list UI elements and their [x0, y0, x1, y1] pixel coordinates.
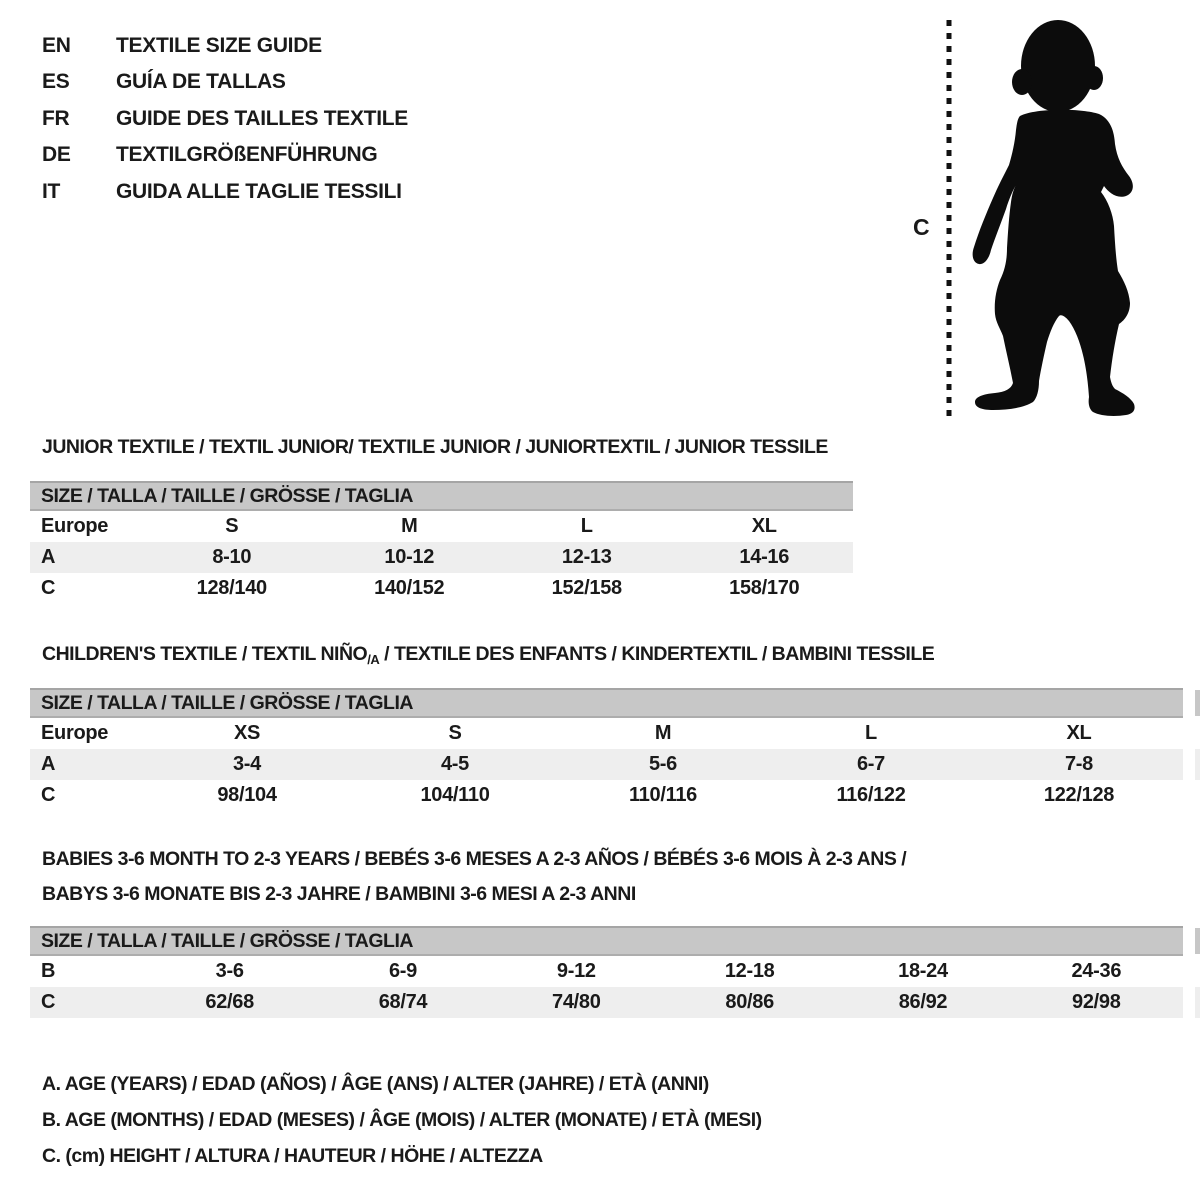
children-title-subscript: /A [367, 652, 380, 667]
language-code: FR [42, 106, 70, 130]
row-label: C [41, 784, 56, 806]
age-value: 3-4 [232, 753, 261, 775]
language-title: TEXTILE SIZE GUIDE [116, 34, 322, 57]
size-header-bar: SIZE / TALLA / TAILLE / GRÖSSE / TAGLIA [30, 688, 1183, 718]
height-value: 80/86 [725, 991, 774, 1013]
table-row-height [30, 573, 853, 604]
table-row-height [30, 780, 1183, 811]
months-value: 18-24 [898, 960, 948, 982]
size-value: S [448, 722, 462, 744]
height-value: 152/158 [551, 577, 622, 599]
table-row-months [30, 956, 1183, 987]
legend-footnotes [42, 1066, 762, 1174]
language-row-it [42, 174, 408, 210]
height-value: 158/170 [729, 577, 800, 599]
months-value: 12-18 [724, 960, 775, 982]
babies-size-table [30, 926, 1183, 1018]
footnote-age-years: A. AGE (YEARS) / EDAD (AÑOS) / ÂGE (ANS) / ALTER (JAHRE) / ETÀ (ANNI) [42, 1073, 709, 1095]
children-title-suffix: / TEXTILE DES ENFANTS / KINDERTEXTIL / BAMBINI TESSILE [379, 643, 935, 665]
months-value: 6-9 [388, 960, 417, 982]
height-value: 140/152 [374, 577, 445, 599]
table-row-europe [30, 511, 853, 542]
months-value: 9-12 [556, 960, 596, 982]
age-value: 5-6 [648, 753, 677, 775]
language-code: IT [42, 179, 61, 203]
language-title: GUÍA DE TALLAS [116, 70, 286, 94]
height-value: 122/128 [1043, 784, 1115, 806]
row-label: Europe [41, 722, 109, 744]
row-label: Europe [41, 515, 109, 537]
language-code: EN [42, 34, 71, 57]
children-title-prefix: CHILDREN'S TEXTILE / TEXTIL NIÑO [42, 643, 368, 665]
babies-section-title [42, 842, 906, 912]
size-value: L [865, 722, 877, 744]
language-row-de [42, 137, 408, 173]
babies-title-line1: BABIES 3-6 MONTH TO 2-3 YEARS / BEBÉS 3-6 MESES A 2-3 AÑOS / BÉBÉS 3-6 MOIS À 2-3 ANS / [42, 848, 907, 870]
height-value: 104/110 [420, 784, 490, 806]
height-measure-label: C [913, 214, 930, 240]
age-value: 7-8 [1064, 753, 1093, 775]
row-label: C [41, 991, 56, 1013]
age-value: 12-13 [561, 546, 612, 568]
size-header-bar: SIZE / TALLA / TAILLE / GRÖSSE / TAGLIA [30, 926, 1183, 956]
toddler-silhouette-icon [963, 18, 1138, 418]
cutoff-cell-sliver [1195, 928, 1200, 954]
size-value: L [580, 515, 593, 537]
size-value: S [225, 515, 239, 537]
language-title: GUIDE DES TAILLES TEXTILE [116, 106, 408, 130]
age-value: 14-16 [739, 546, 790, 568]
size-value: XL [751, 515, 777, 537]
height-value: 92/98 [1072, 991, 1121, 1013]
table-row-europe [30, 718, 1183, 749]
language-row-fr [42, 101, 408, 137]
footnote-age-months: B. AGE (MONTHS) / EDAD (MESES) / ÂGE (MOIS) / ALTER (MONATE) / ETÀ (MESI) [42, 1109, 762, 1131]
months-value: 3-6 [215, 960, 244, 982]
language-code: DE [42, 143, 71, 167]
junior-section-title: JUNIOR TEXTILE / TEXTIL JUNIOR/ TEXTILE JUNIOR / JUNIORTEXTIL / JUNIOR TESSILE [42, 436, 828, 458]
height-value: 116/122 [836, 784, 906, 806]
children-size-table [30, 688, 1183, 811]
height-value: 62/68 [205, 991, 254, 1013]
size-value: XL [1066, 722, 1092, 744]
language-row-es [42, 64, 408, 100]
table-row-age [30, 542, 853, 573]
table-row-height [30, 987, 1183, 1018]
age-value: 4-5 [440, 753, 469, 775]
height-value: 86/92 [898, 991, 948, 1013]
language-code: ES [42, 70, 70, 94]
cutoff-cell-sliver [1195, 749, 1200, 780]
row-label: A [41, 546, 56, 568]
language-header [42, 28, 408, 210]
size-value: M [654, 722, 672, 744]
cutoff-cell-sliver [1195, 690, 1200, 716]
row-label: A [41, 753, 56, 775]
children-section-title [42, 643, 934, 666]
height-value: 98/104 [217, 784, 277, 806]
height-value: 128/140 [196, 577, 267, 599]
height-value: 68/74 [378, 991, 428, 1013]
row-label: B [41, 960, 56, 982]
babies-title-line2: BABYS 3-6 MONATE BIS 2-3 JAHRE / BAMBINI 3-6 MESI A 2-3 ANNI [42, 883, 636, 905]
height-value: 110/116 [629, 784, 697, 806]
height-value: 74/80 [552, 991, 601, 1013]
language-row-en [42, 28, 408, 64]
months-value: 24-36 [1071, 960, 1122, 982]
size-header-bar: SIZE / TALLA / TAILLE / GRÖSSE / TAGLIA [30, 481, 853, 511]
table-row-age [30, 749, 1183, 780]
footnote-height-cm: C. (cm) HEIGHT / ALTURA / HAUTEUR / HÖHE / ALTEZZA [42, 1145, 543, 1167]
size-value: XS [233, 722, 261, 744]
age-value: 6-7 [856, 753, 885, 775]
cutoff-cell-sliver [1195, 987, 1200, 1018]
language-title: TEXTILGRÖßENFÜHRUNG [116, 143, 378, 167]
junior-size-table [30, 481, 853, 604]
age-value: 10-12 [384, 546, 435, 568]
size-value: M [401, 515, 418, 537]
dashed-measure-line [946, 20, 952, 418]
language-title: GUIDA ALLE TAGLIE TESSILI [116, 179, 402, 203]
row-label: C [41, 577, 56, 599]
age-value: 8-10 [212, 546, 252, 568]
